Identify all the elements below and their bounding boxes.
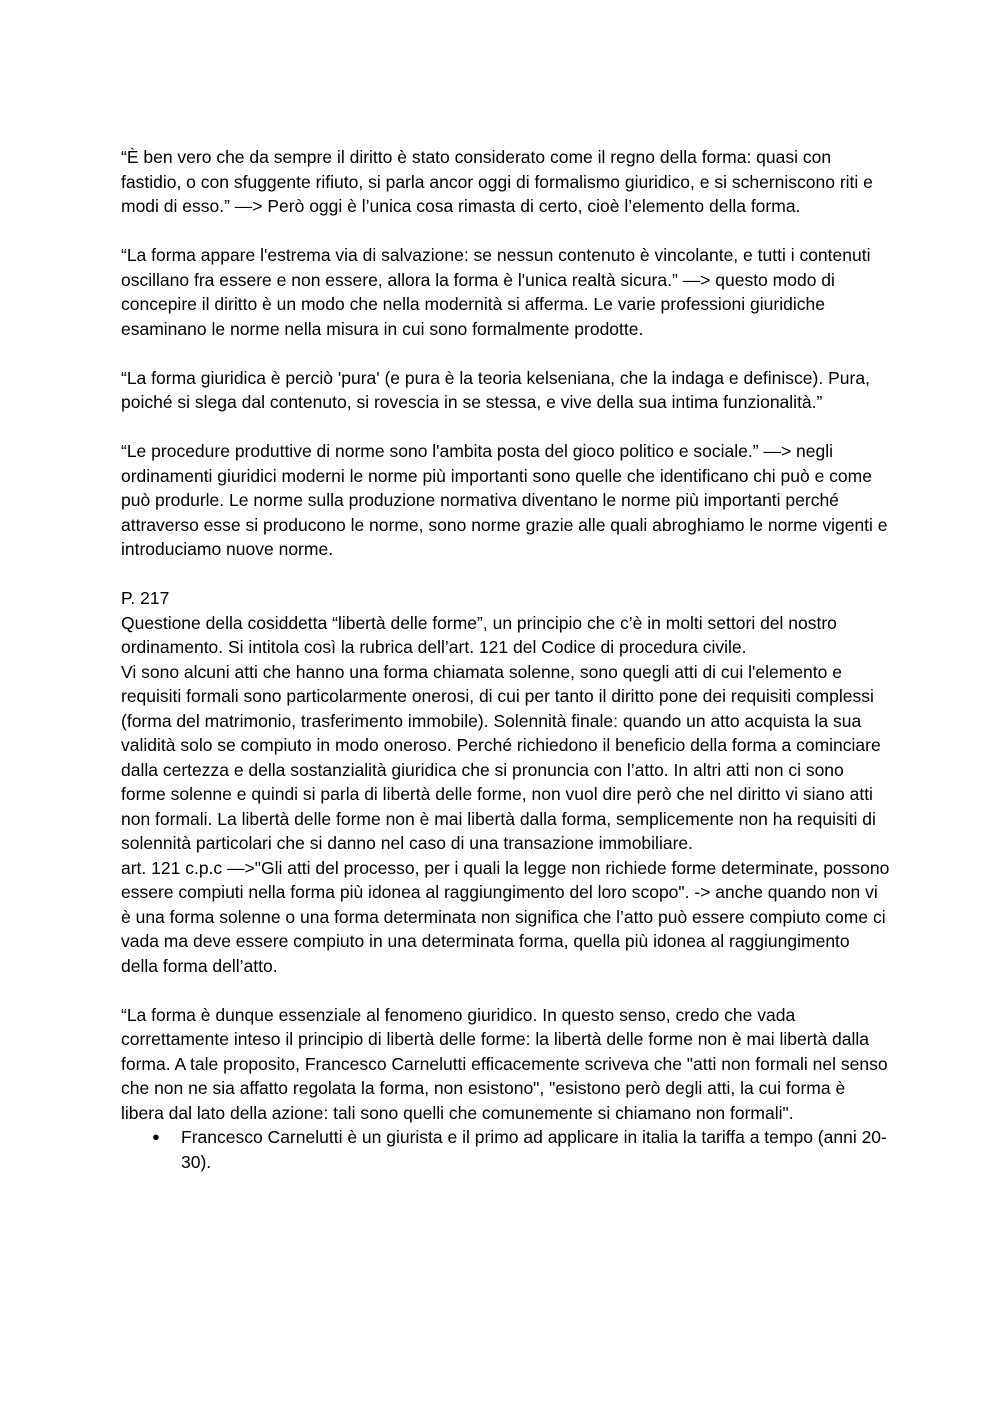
- list-item: [152, 1125, 891, 1174]
- paragraph-4: “Le procedure produttive di norme sono l'ambita posta del gioco politico e sociale.” —> negli ordinamenti giuridici moderni le norme più importanti sono quelle che identificano chi può e come può produrle. Le norme sulla produzione normativa diventano le norme più importanti perché attraverso esse si producono le norme, sono norme grazie alle quali abroghiamo le norme vigenti e introduciamo nuove norme.: [121, 441, 888, 559]
- paragraph-8: “La forma è dunque essenziale al fenomeno giuridico. In questo senso, credo che vada correttamente inteso il principio di libertà delle forme: la libertà delle forme non è mai libertà dalla forma. A tale proposito, Francesco Carnelutti efficacemente scriveva che "atti non formali nel senso che non ne sia affatto regolata la forma, non esistono", "esistono però degli atti, la cui forma è libera dal lato della azione: tali sono quelli che comunemente si chiamano non formali".: [121, 1004, 888, 1123]
- paragraph-6: Vi sono alcuni atti che hanno una forma chiamata solenne, sono quegli atti di cui l'elemento e requisiti formali sono particolarmente onerosi, di cui per tanto il diritto pone dei requisiti complessi (forma del matrimonio, trasferimento immobile). Solennità finale: quando un atto acquista la sua validità solo se compiuto in modo oneroso. Perché richiedono il beneficio della forma a cominciare dalla certezza e della sostanzialità giuridica che si pronuncia con l’atto. In altri atti non ci sono forme solenne e quindi si parla di libertà delle forme, non vuol dire però che nel diritto vi siano atti non formali. La libertà delle forme non è mai libertà dalla forma, semplicemente non ha requisiti di solennità particolari che si danno nel caso di una transazione immobiliare.: [121, 661, 881, 853]
- page-reference: P. 217: [121, 588, 170, 608]
- document-page: [121, 145, 891, 1174]
- paragraph-5: Questione della cosiddetta “libertà delle forme”, un principio che c’è in molti settori del nostro ordinamento. Si intitola così la rubrica dell’art. 121 del Codice di procedura civile.: [121, 612, 837, 657]
- list-item-text: Francesco Carnelutti è un giurista e il primo ad applicare in italia la tariffa a tempo (anni 20-30).: [181, 1127, 887, 1172]
- bullet-list: [121, 1125, 891, 1174]
- paragraph-3: “La forma giuridica è perciò 'pura' (e pura è la teoria kelseniana, che la indaga e definisce). Pura, poiché si slega dal contenuto, si rovescia in se stessa, e vive della sua intima funzionalità.”: [121, 367, 870, 412]
- bullet-icon: ●: [152, 1129, 160, 1144]
- paragraph-7: art. 121 c.p.c —>"Gli atti del processo, per i quali la legge non richiede forme determinate, possono essere compiuti nella forma più idonea al raggiungimento del loro scopo". -> anche quando non vi è una forma solenne o una forma determinata non significa che l’atto può essere compiuto come ci vada ma deve essere compiuto in una determinata forma, quella più idonea al raggiungimento della forma dell’atto.: [121, 857, 890, 976]
- paragraph-1: “È ben vero che da sempre il diritto è stato considerato come il regno della forma: quasi con fastidio, o con sfuggente rifiuto, si parla ancor oggi di formalismo giuridico, e si scherniscono riti e modi di esso.” —> Però oggi è l’unica cosa rimasta di certo, cioè l’elemento della forma.: [121, 147, 873, 216]
- paragraph-2: “La forma appare l'estrema via di salvazione: se nessun contenuto è vincolante, e tutti i contenuti oscillano fra essere e non essere, allora la forma è l'unica realtà sicura.” —> questo modo di concepire il diritto è un modo che nella modernità si afferma. Le varie professioni giuridiche esaminano le norme nella misura in cui sono formalmente prodotte.: [121, 245, 871, 339]
